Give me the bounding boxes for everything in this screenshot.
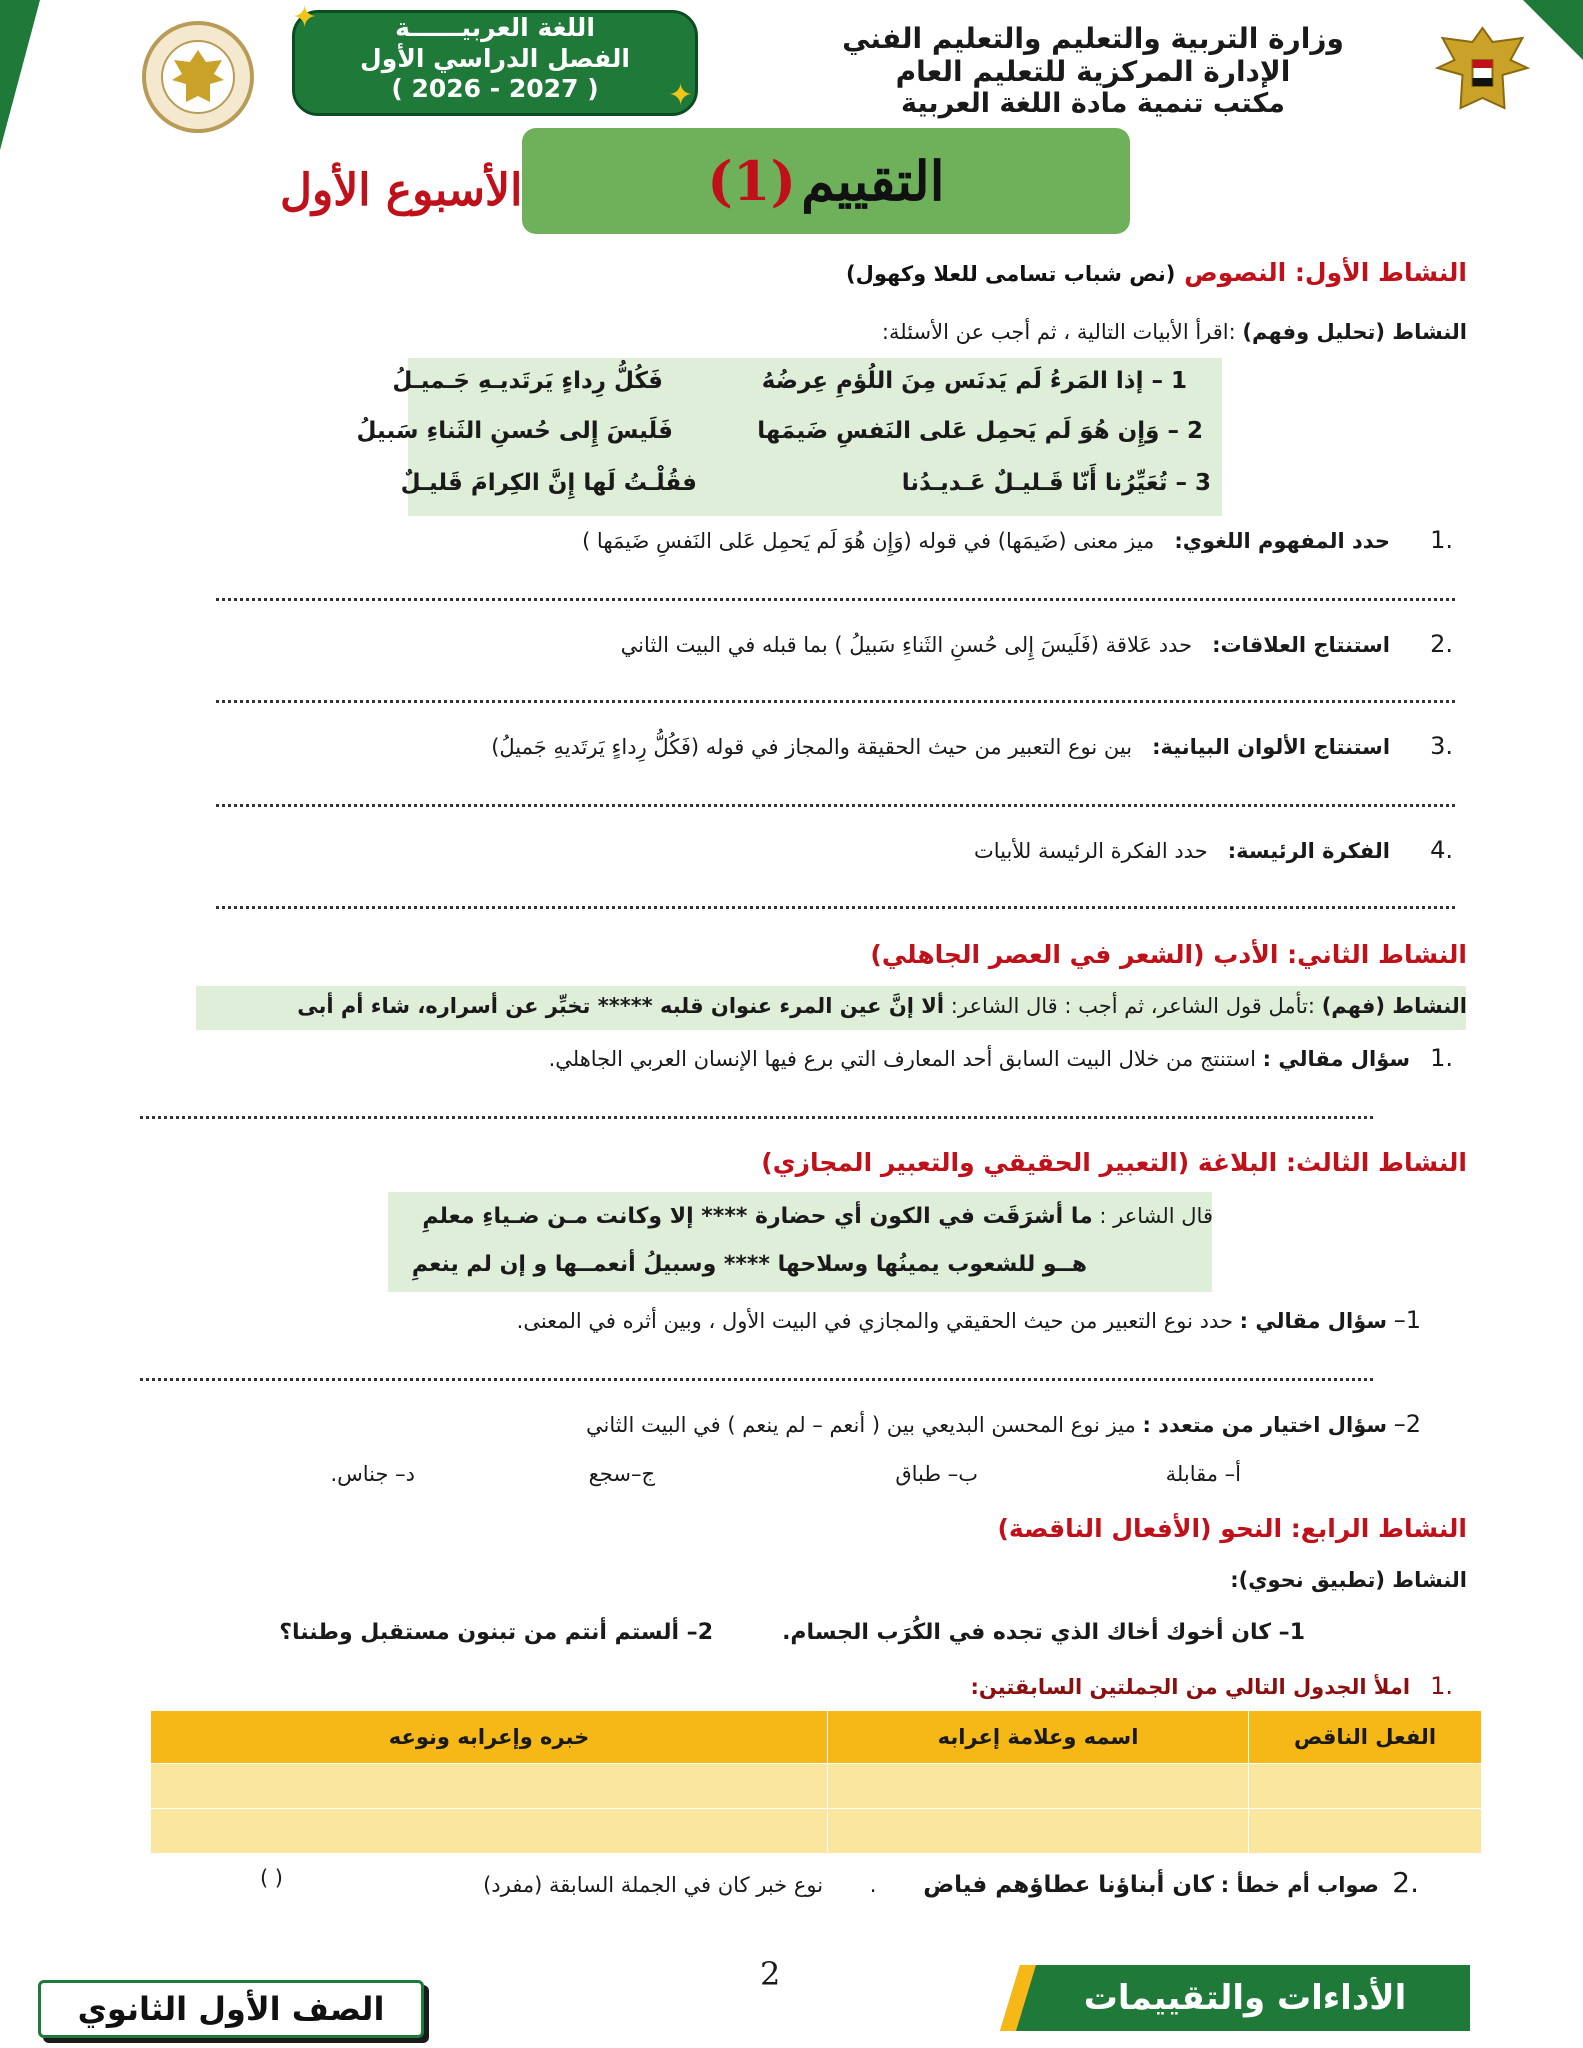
verse-1-second: فَكُلُّ رِداءٍ يَرتَديـهِ جَـميـلُ: [392, 368, 663, 394]
activity4-heading-text: النشاط الرابع: النحو: [1220, 1514, 1467, 1543]
central-administration: الإدارة المركزية للتعليم العام: [895, 55, 1291, 89]
assessment-title-text: التقييم: [801, 149, 945, 213]
activity1-instruction-label: النشاط (تحليل وفهم): [1242, 320, 1467, 344]
activity3-intro: قال الشاعر :: [1099, 1204, 1213, 1228]
activity4-task-text: املأ الجدول التالي من الجملتين السابقتين:: [970, 1675, 1411, 1699]
verse-2-second: فَلَيسَ إِلى حُسنِ الثَناءِ سَبيلُ: [356, 418, 673, 444]
activity3-verse-2: [412, 1252, 1087, 1277]
activity4-task-number: .1: [1430, 1672, 1453, 1700]
grammar-table: [150, 1710, 1482, 1854]
activity4-sentence2-text: 2– ألستم أنتم من تبنون مستقبل وطننا؟: [279, 1620, 713, 1645]
activity4-topic: (الأفعال الناقصة): [997, 1514, 1212, 1543]
table-cell[interactable]: [1249, 1764, 1482, 1809]
question-3-number: .3: [1430, 732, 1453, 760]
activity4-sentence1-text: 1– كان أخوك أخاك الذي تجده في الكُرَب الجسام.: [782, 1620, 1305, 1645]
activity2-heading: [870, 940, 1467, 969]
activity1-instruction-text: :اقرأ الأبيات التالية ، ثم أجب عن الأسئلة:: [881, 320, 1236, 344]
question-3: [491, 732, 1453, 760]
activity2-heading-text: النشاط الثاني: الأدب: [1213, 940, 1467, 969]
activity2-question-text: استنتج من خلال البيت السابق أحد المعارف التي برع فيها الإنسان العربي الجاهلي.: [548, 1047, 1256, 1071]
activity4-instruction-text: النشاط (تطبيق نحوي):: [1230, 1568, 1467, 1592]
activity4-instruction: [1230, 1568, 1467, 1592]
activity3-verse1-text: ما أشرَقَت في الكون أي حضارة **** إلا وكانت مـن ضـياءِ معلمِ: [422, 1204, 1093, 1229]
tf-label: صواب أم خطأ :: [1220, 1873, 1379, 1897]
activity2-question-number: .1: [1430, 1044, 1453, 1072]
activity2-verse: ألا إنَّ عين المرء عنوان قلبه ***** تخبِّر عن أسراره، شاء أم أبى: [297, 994, 945, 1018]
option-b[interactable]: ب– طباق: [895, 1462, 978, 1486]
activity3-q1-number: 1–: [1393, 1306, 1421, 1334]
assessment-title: [522, 128, 1130, 234]
term-box: [292, 10, 698, 116]
activity3-verse2-text: هــو للشعوب يمينُها وسلاحها **** وسبيلُ أنعمــها و إن لم ينعمِ: [411, 1252, 1087, 1277]
question-1: [582, 526, 1453, 554]
verse-3-first: 3 – تُعَيِّرُنا أَنّا قَـليـلٌ عَـديـدُنا: [901, 470, 1211, 496]
tf-text: نوع خبر كان في الجملة السابقة (مفرد): [483, 1873, 824, 1897]
activity3-heading: [761, 1148, 1467, 1177]
answer-line[interactable]: [216, 598, 1455, 601]
star-icon: ✦: [668, 78, 694, 113]
question-3-text: بين نوع التعبير من حيث الحقيقة والمجاز في قوله (فَكُلُّ رِداءٍ يَرتَديهِ جَميلُ): [491, 735, 1133, 759]
table-row: [151, 1809, 1482, 1854]
question-1-label: حدد المفهوم اللغوي:: [1174, 529, 1391, 553]
table-cell[interactable]: [1249, 1809, 1482, 1854]
activity2-question: [549, 1044, 1453, 1072]
table-header-row: [151, 1711, 1482, 1764]
ministry-header: [813, 22, 1373, 120]
activity2-instruction-label: النشاط (فهم): [1321, 994, 1467, 1018]
ministry-name: وزارة التربية والتعليم والتعليم الفني: [842, 22, 1344, 55]
grade-text: الصف الأول الثانوي: [77, 1990, 385, 2028]
activity1-instruction: [882, 320, 1467, 344]
activity3-question-1: [517, 1306, 1421, 1334]
question-4-label: الفكرة الرئيسة:: [1227, 839, 1391, 863]
activity1-heading: [846, 258, 1467, 287]
option-a[interactable]: أ– مقابلة: [1165, 1462, 1241, 1486]
activity4-sentence-1: [782, 1620, 1305, 1645]
option-c[interactable]: ج–سجع: [588, 1462, 655, 1486]
tf-sentence: كان أبناؤنا عطاؤهم فياض: [923, 1872, 1215, 1898]
activity3-q1-label: سؤال مقالي :: [1239, 1309, 1388, 1333]
activity3-topic: (التعبير الحقيقي والتعبير المجازي): [761, 1148, 1190, 1177]
answer-line[interactable]: [216, 700, 1455, 703]
series-title: الأداءات والتقييمات: [1083, 1978, 1407, 2018]
activity1-topic: (نص شباب تسامى للعلا وكهول): [846, 262, 1176, 286]
page-number: 2: [760, 1955, 781, 1993]
question-2-number: .2: [1430, 630, 1453, 658]
year-label: ( 2027 - 2026 ): [391, 74, 599, 103]
true-false-question: [483, 1866, 1419, 1899]
answer-line[interactable]: [140, 1116, 1373, 1119]
activity2-instruction-text: :تأمل قول الشاعر، ثم أجب : قال الشاعر:: [950, 994, 1315, 1018]
ministry-seal-icon: [118, 18, 278, 136]
table-cell[interactable]: [151, 1764, 828, 1809]
activity3-q2-label: سؤال اختيار من متعدد :: [1142, 1413, 1388, 1437]
option-d[interactable]: د– جناس.: [330, 1462, 415, 1486]
week-label: الأسبوع الأول: [280, 165, 523, 216]
arabic-office: مكتب تنمية مادة اللغة العربية: [901, 88, 1285, 120]
question-2: [621, 630, 1453, 658]
table-header-subject: اسمه وعلامة إعرابه: [828, 1711, 1249, 1764]
verse-3-second: فقُلْـتُ لَها إِنَّ الكِرامَ قَليـلٌ: [400, 470, 697, 496]
question-2-text: حدد عَلاقة (فَلَيسَ إِلى حُسنِ الثَناءِ سَبيلُ ) بما قبله في البيت الثاني: [620, 633, 1193, 657]
activity3-q2-number: 2–: [1393, 1410, 1421, 1438]
tf-answer-box[interactable]: ( ): [259, 1866, 283, 1890]
question-4-text: حدد الفكرة الرئيسة للأبيات: [973, 839, 1208, 863]
table-header-predicate: خبره وإعرابه ونوعه: [151, 1711, 828, 1764]
eagle-emblem-icon: [1430, 20, 1535, 120]
activity4-task: [970, 1672, 1453, 1700]
activity3-q2-text: ميز نوع المحسن البديعي بين ( أنعم – لم ينعم ) في البيت الثاني: [585, 1413, 1136, 1437]
assessment-number: (1): [707, 149, 796, 213]
activity1-heading-text: النشاط الأول: النصوص: [1184, 258, 1467, 287]
table-cell[interactable]: [151, 1809, 828, 1854]
activity2-topic: (الشعر في العصر الجاهلي): [870, 940, 1205, 969]
answer-line[interactable]: [216, 906, 1455, 909]
question-1-text: ميز معنى (ضَيمَها) في قوله (وَإِن هُوَ لَم يَحمِل عَلى النَفسِ ضَيمَها ): [582, 529, 1155, 553]
verse-2-first: 2 – وَإِن هُوَ لَم يَحمِل عَلى النَفسِ ضَيمَها: [757, 418, 1203, 444]
star-icon: ✦: [292, 0, 318, 35]
tf-dot: .: [869, 1873, 877, 1897]
question-4-number: .4: [1430, 836, 1453, 864]
activity3-q1-text: حدد نوع التعبير من حيث الحقيقي والمجازي في البيت الأول ، وبين أثره في المعنى.: [516, 1309, 1233, 1333]
activity3-heading-text: النشاط الثالث: البلاغة: [1197, 1148, 1467, 1177]
activity2-question-label: سؤال مقالي :: [1262, 1047, 1411, 1071]
question-1-number: .1: [1430, 526, 1453, 554]
corner-decoration-left: [0, 0, 40, 150]
answer-line[interactable]: [216, 804, 1455, 807]
activity2-instruction: [297, 994, 1467, 1018]
activity3-verse-1: [422, 1204, 1213, 1229]
activity4-sentence-2: [279, 1620, 713, 1645]
table-cell[interactable]: [828, 1764, 1249, 1809]
answer-line[interactable]: [140, 1378, 1373, 1381]
question-3-label: استنتاج الألوان البيانية:: [1152, 735, 1391, 759]
table-cell[interactable]: [828, 1809, 1249, 1854]
verse-1-first: 1 – إذا المَرءُ لَم يَدنَس مِنَ اللُؤمِ عِرضُهُ: [761, 368, 1187, 394]
subject-label: اللغة العربيــــــة: [395, 13, 595, 42]
table-row: [151, 1764, 1482, 1809]
term-label: الفصل الدراسي الأول: [360, 43, 630, 73]
question-2-label: استنتاج العلاقات:: [1212, 633, 1391, 657]
activity3-question-2: [586, 1410, 1421, 1438]
question-4: [974, 836, 1453, 864]
table-header-verb: الفعل الناقص: [1249, 1711, 1482, 1764]
grade-label: [38, 1980, 424, 2038]
tf-number: .2: [1392, 1866, 1419, 1899]
activity4-heading: [998, 1514, 1468, 1543]
